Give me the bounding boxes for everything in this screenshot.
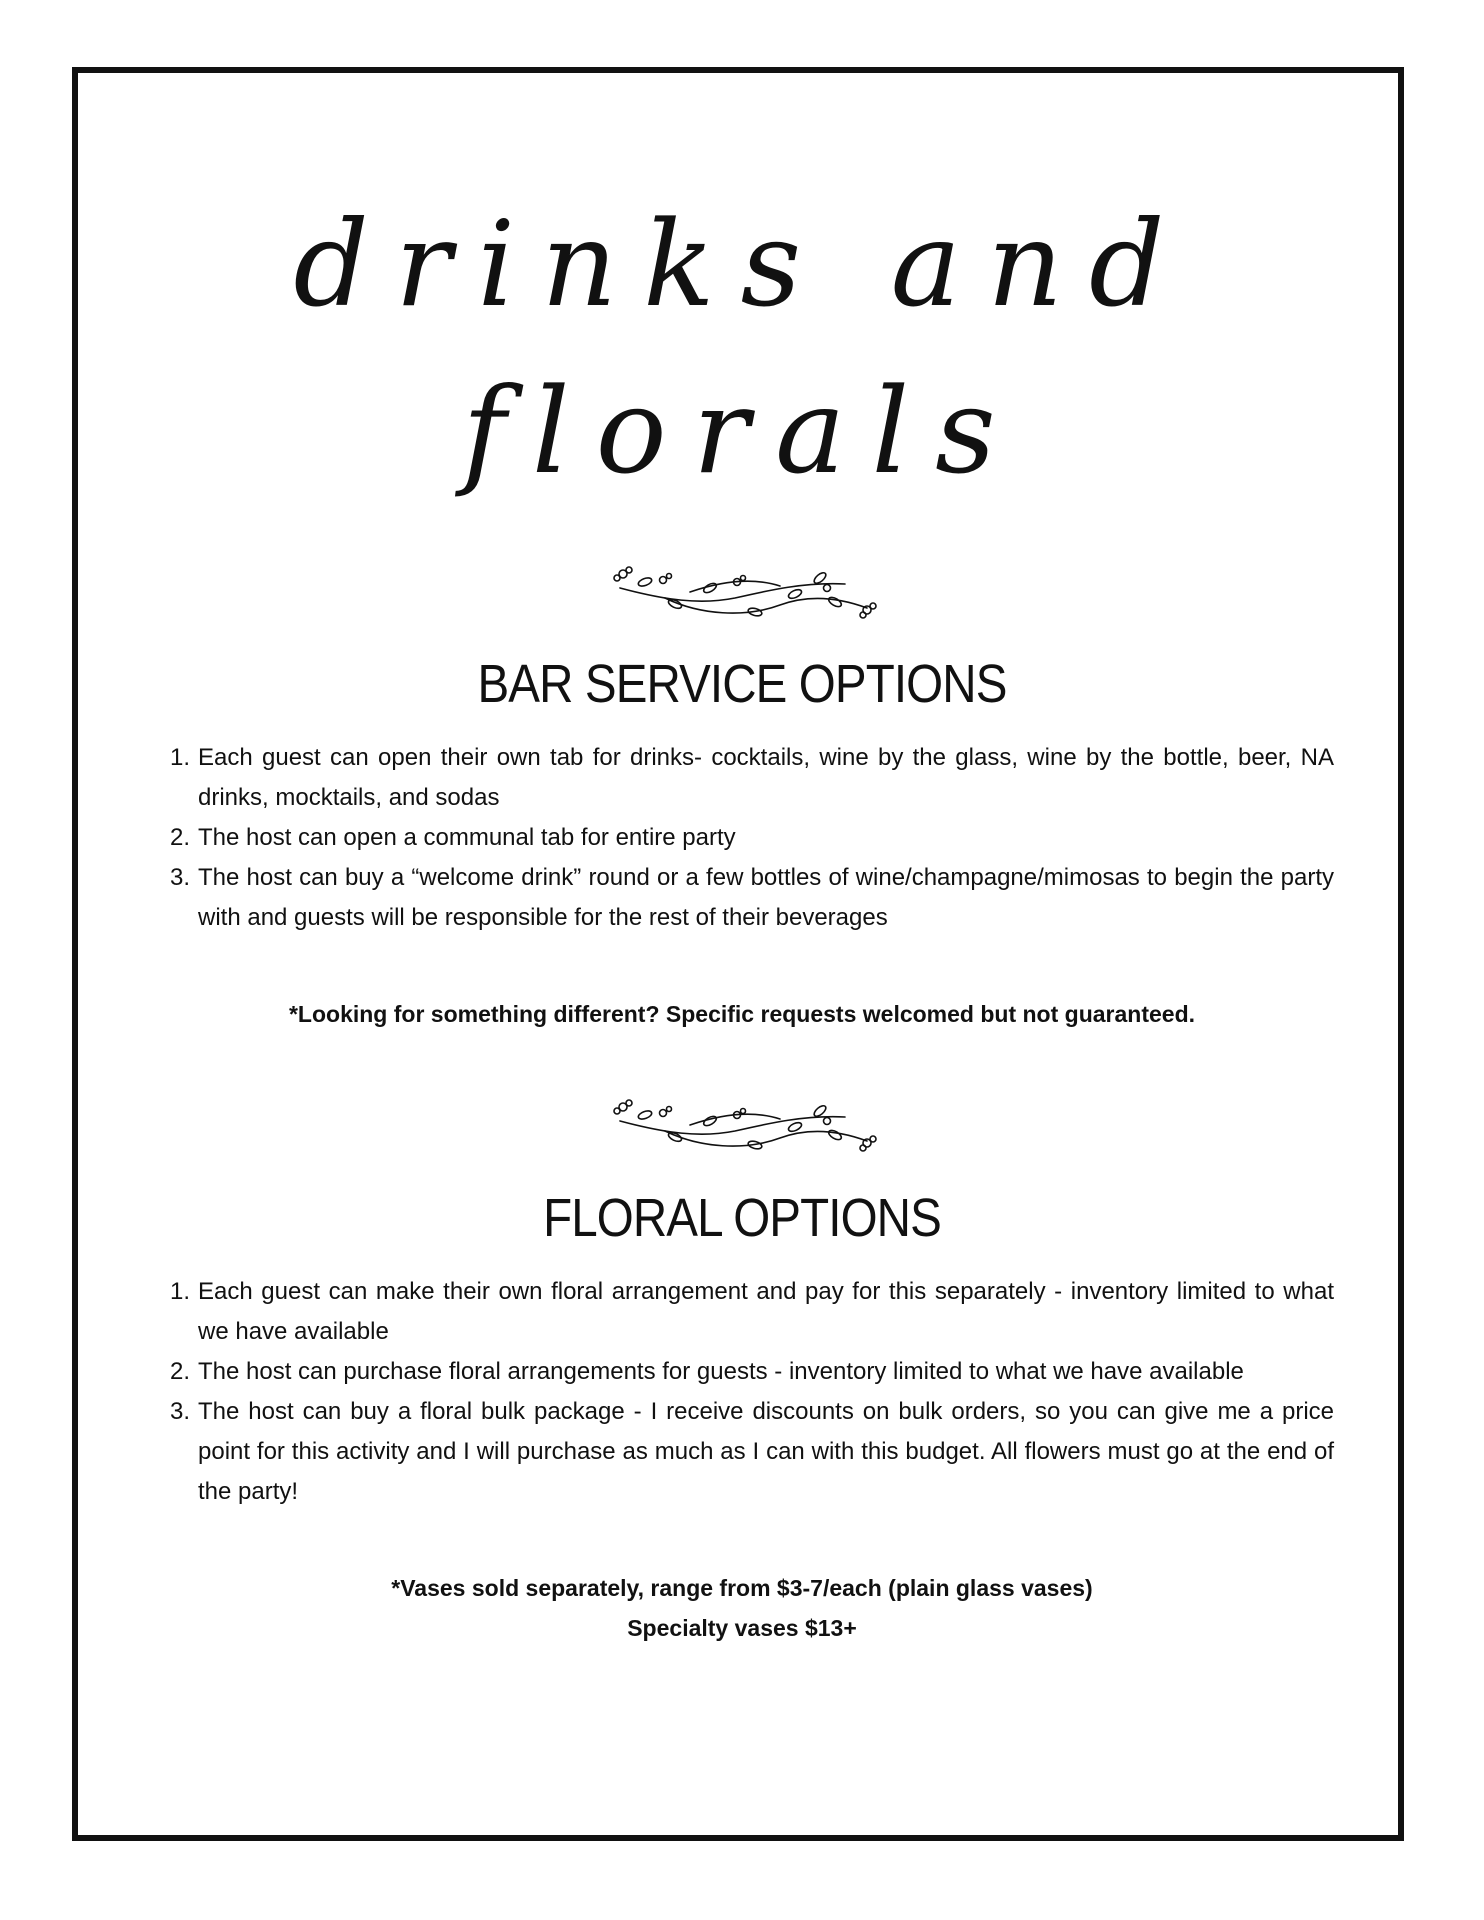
list-item-text: The host can buy a “welcome drink” round or a few bottles of wine/champagne/mimosas to begin the party with and guests will be responsible for the rest of their beverages (198, 864, 1334, 931)
floral-sprig-divider-icon (605, 1093, 885, 1163)
floral-options-list (170, 1272, 1334, 1512)
list-number: 3. (170, 864, 191, 891)
bar-service-note: *Looking for something different? Specific requests welcomed but not guaranteed. (288, 1001, 1196, 1027)
list-item-text: The host can open a communal tab for entire party (198, 824, 736, 851)
title-line-2: florals (462, 362, 1022, 500)
list-number: 1. (170, 1278, 191, 1305)
list-item (170, 1272, 1334, 1352)
list-item (170, 858, 1334, 938)
list-item (170, 1392, 1334, 1512)
title-line-1: drinks and (293, 195, 1191, 333)
list-item-text: Each guest can open their own tab for drinks- cocktails, wine by the glass, wine by the bottle, beer, NA drinks, mocktails, and sodas (198, 744, 1334, 811)
list-item-text: Each guest can make their own floral arrangement and pay for this separately - inventory limited to what we have available (198, 1278, 1334, 1345)
list-number: 2. (170, 1358, 191, 1385)
list-item-text: The host can buy a floral bulk package - I receive discounts on bulk orders, so you can give me a price point for this activity and I will purchase as much as I can with this budget. All flowers must go at the end of the party! (198, 1398, 1334, 1505)
list-item (170, 738, 1334, 818)
specialty-vases-note: Specialty vases $13+ (627, 1615, 857, 1641)
list-item (170, 1352, 1334, 1392)
list-number: 2. (170, 824, 191, 851)
vases-note: *Vases sold separately, range from $3-7/each (plain glass vases) (391, 1575, 1093, 1601)
bar-service-heading: BAR SERVICE OPTIONS (477, 654, 1007, 714)
floral-sprig-divider-icon (605, 560, 885, 630)
list-number: 3. (170, 1398, 191, 1425)
floral-options-heading: FLORAL OPTIONS (543, 1188, 941, 1248)
list-item (170, 818, 1334, 858)
list-number: 1. (170, 744, 191, 771)
list-item-text: The host can purchase floral arrangements for guests - inventory limited to what we have available (198, 1358, 1244, 1385)
bar-service-options-list (170, 738, 1334, 938)
